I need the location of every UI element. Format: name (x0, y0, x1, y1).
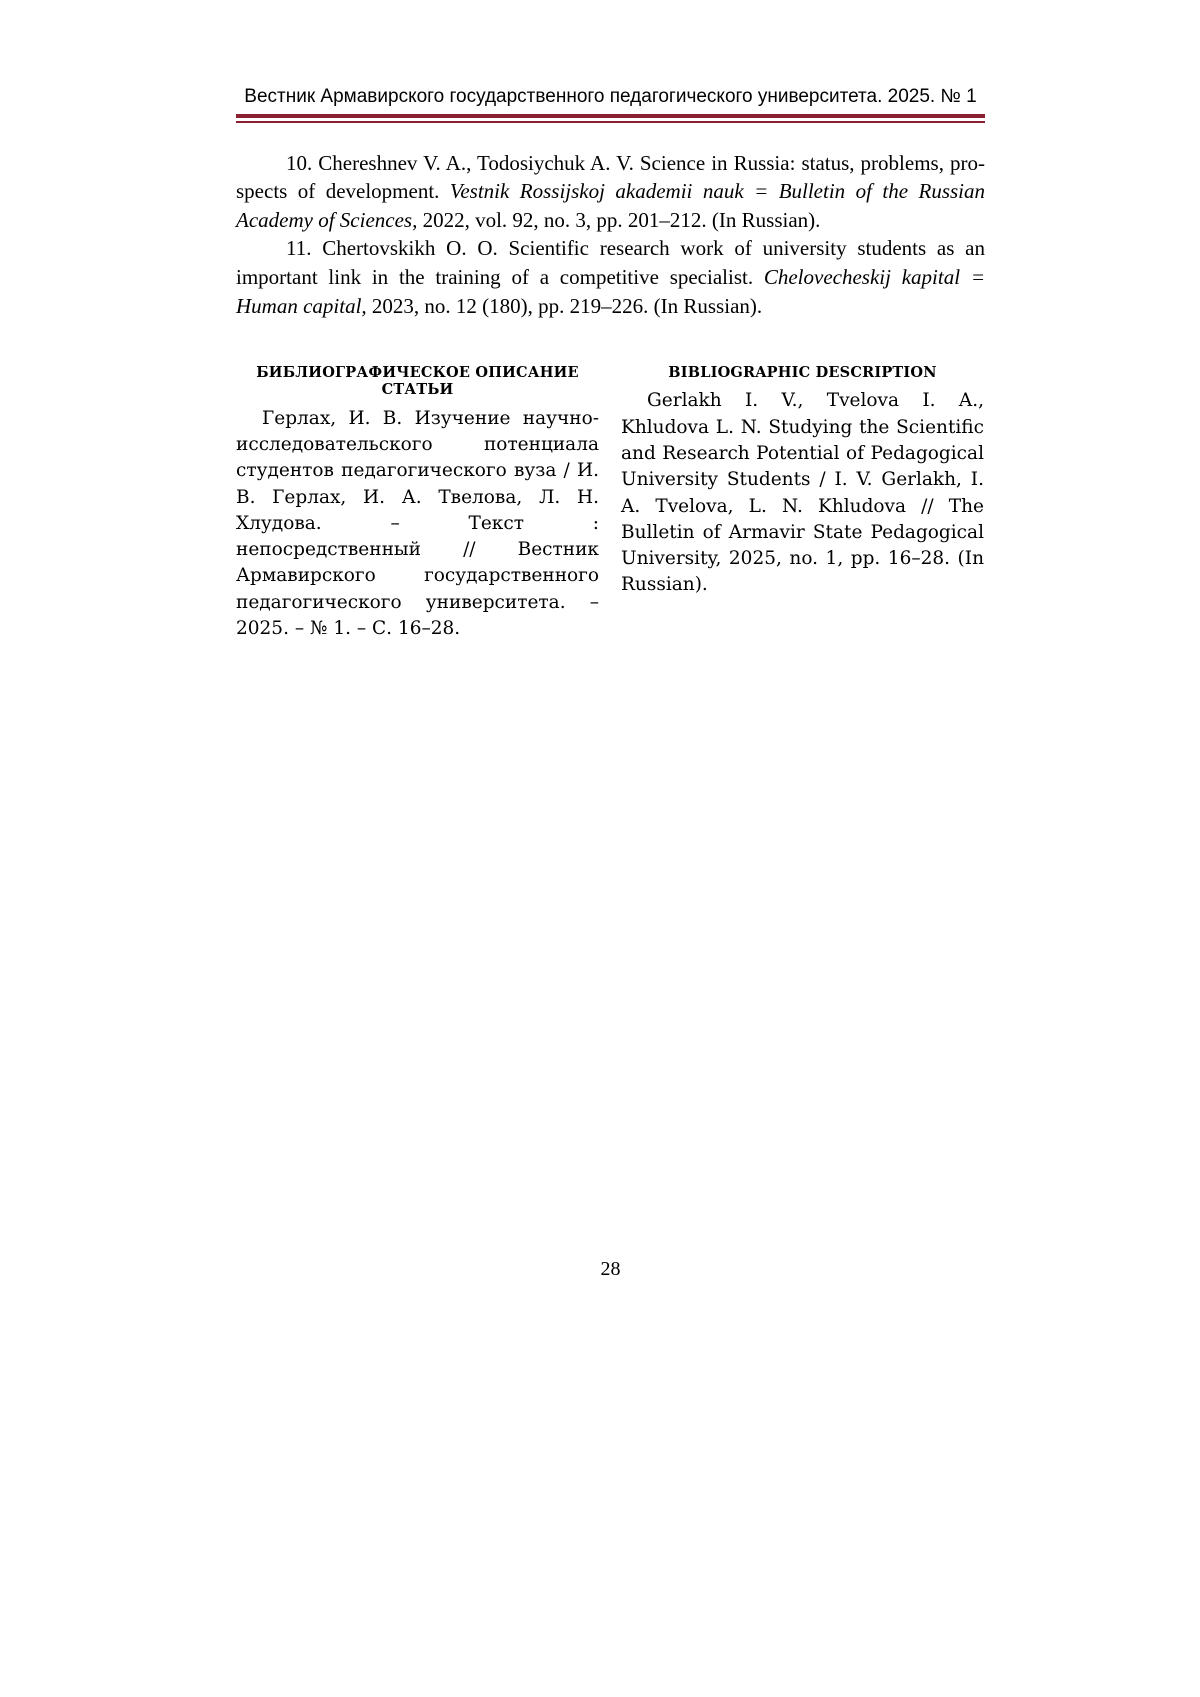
reference-item-10 (236, 149, 985, 235)
biblio-column-english (621, 364, 984, 642)
reference-10-source-italic: Vestnik Rossijskoj akademii nauk = Bulletin of the Russian Academy of Sciences, (236, 179, 985, 232)
journal-header: Вестник Армавирского государственного педагогического университета. 2025. № 1 (244, 86, 977, 107)
biblio-column-russian (236, 364, 599, 642)
reference-11-tail: 2023, no. 12 (180), pp. 219–226. (In Russian). (366, 293, 763, 318)
biblio-heading-russian: БИБЛИОГРАФИЧЕСКОЕ ОПИСАНИЕ СТАТЬИ (256, 364, 579, 399)
biblio-heading-english: BIBLIOGRAPHIC DESCRIPTION (668, 364, 937, 382)
page-number: 28 (600, 1258, 621, 1280)
biblio-text-russian: Герлах, И. В. Изучение научно-исследовательского потенциала студентов педагогического вуза / И. В. Герлах, И. А. Твелова, Л. Н. Хлудова. – Текст : непосредственный // Вестник Армавирского государственного педагогического университета. – 2025. – № 1. – С. 16–28. (236, 407, 599, 639)
reference-item-11 (236, 234, 985, 320)
bibliographic-description-section (236, 364, 985, 642)
biblio-text-english: Gerlakh I. V., Tvelova I. A., Khludova L. N. Studying the Scientific and Research Potential of Pedagogical University Students / I. V. Gerlakh, I. A. Tvelova, L. N. Khludova // The Bulletin of Armavir State Pedagogical University, 2025, no. 1, pp. 16–28. (In Russian). (621, 390, 984, 596)
reference-11-source-italic: Chelovecheskij kapital = Human capital, (236, 264, 985, 318)
header-rule (236, 114, 985, 123)
reference-10-tail: 2022, vol. 92, no. 3, pp. 201–212. (In Russian). (417, 207, 821, 232)
references-section (236, 149, 985, 320)
reference-11-text: 11. Chertovskikh O. O. Scientific research work of university students as an important link in the training of a competitive specialist. (236, 236, 985, 289)
page-content (236, 0, 985, 642)
reference-10-text: 10. Chereshnev V. A., Todosiychuk A. V. Science in Russia: status, problems, prospects of development. (236, 150, 985, 204)
